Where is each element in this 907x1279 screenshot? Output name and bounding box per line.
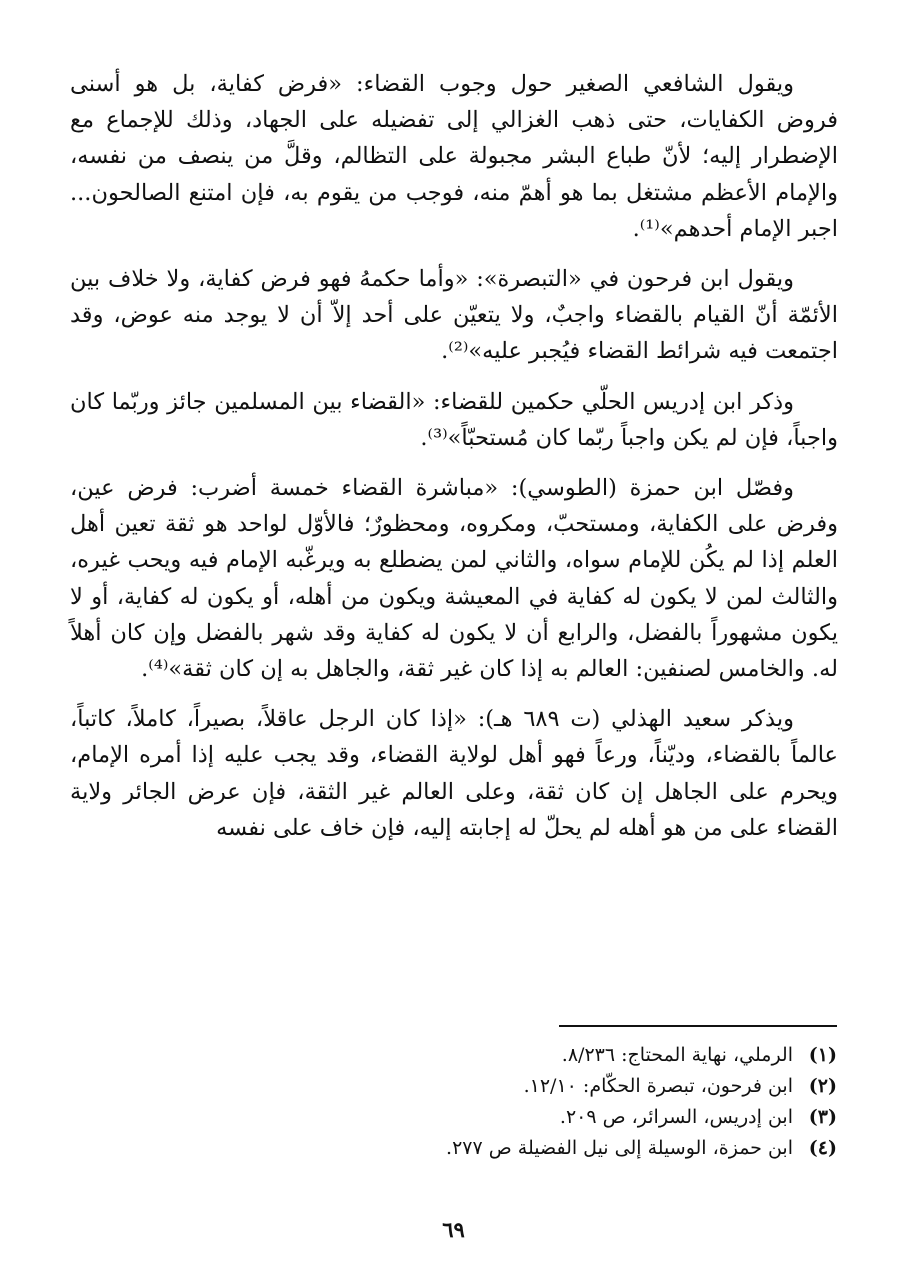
footnote-text: ابن إدريس، السرائر، ص ٢٠٩. [559, 1106, 793, 1128]
footnote-text: الرملي، نهاية المحتاج: ٨/٢٣٦. [561, 1044, 793, 1066]
footnotes-list [197, 1040, 837, 1164]
footnote-number: (١) [808, 1044, 837, 1066]
footnote-number: (٤) [808, 1137, 837, 1159]
paragraph-1: ويقول الشافعي الصغير حول وجوب القضاء: «فرض كفاية، بل هو أسنى فروض الكفايات، حتى ذهب الغزالي إلى تفضيله على الجهاد، وذلك للإجماع مع الإضطرار إليه؛ لأنّ طباع البشر مجبولة على التظالم، وقلَّ من ينصف من نفسه، والإمام الأعظم مشتغل بما هو أهمّ منه، فوجب من يقوم به، فإن امتنع الصالحون... اجبر الإمام أحدهم»⁽¹⁾. [70, 71, 838, 242]
footnote-text: ابن فرحون، تبصرة الحكّام: ١٢/١٠. [523, 1075, 793, 1097]
footnote-number: (٣) [808, 1106, 837, 1128]
footnote-1 [197, 1040, 837, 1071]
paragraph-4: وفصّل ابن حمزة (الطوسي): «مباشرة القضاء خمسة أضرب: فرض عين، وفرض على الكفاية، ومستحبّ، ومكروه، ومحظورٌ؛ فالأوّل لواحد هو ثقة تعين أهل العلم إذا لم يكُن للإمام سواه، والثاني لمن يضطلع به ويرغّبه الإمام فيه ويحب غيره، والثالث لمن لا يكون له كفاية في المعيشة ويكون من أهله، أو يكون له كفاية، أو لا يكون مشهوراً بالفضل، والرابع أن لا يكون له كفاية وقد شهر بالفضل وإن كان أهلاً له. والخامس لصنفين: العالم به إذا كان غير ثقة، والجاهل به إن كان ثقة»⁽⁴⁾. [70, 475, 838, 683]
paragraph-2: ويقول ابن فرحون في «التبصرة»: «وأما حكمهُ فهو فرض كفاية، ولا خلاف بين الأئمّة أنّ القيام بالقضاء واجبٌ، ولا يتعيّن على أحد إلاّ أن لا يوجد منه عوض، وقد اجتمعت فيه شرائط القضاء فيُجبر عليه»⁽²⁾. [70, 266, 838, 365]
paragraph-3: وذكر ابن إدريس الحلّي حكمين للقضاء: «القضاء بين المسلمين جائز وربّما كان واجباً، فإن لم يكن واجباً ربّما كان مُستحبّاً»⁽³⁾. [70, 388, 838, 451]
page-number: ٦٩ [442, 1217, 465, 1242]
footnote-text: ابن حمزة، الوسيلة إلى نيل الفضيلة ص ٢٧٧. [446, 1137, 793, 1159]
paragraph-5: ويذكر سعيد الهذلي (ت ٦٨٩ هـ): «إذا كان الرجل عاقلاً، بصيراً، كاملاً، كاتباً، عالماً بالقضاء، وديّناً، ورعاً فهو أهل لولاية القضاء، وقد يجب عليه إذا أمره الإمام، ويحرم على الجاهل إن كان ثقة، وعلى العالم غير الثقة، فإن عرض الجائر ولاية القضاء على من هو أهله لم يحلّ له إجابته إليه، فإن خاف على نفسه [70, 706, 838, 841]
footnote-separator [559, 1025, 837, 1027]
footnote-number: (٢) [808, 1075, 837, 1097]
footnote-2 [197, 1071, 837, 1102]
main-text [70, 66, 838, 860]
footnote-4 [197, 1133, 837, 1164]
footnote-3 [197, 1102, 837, 1133]
